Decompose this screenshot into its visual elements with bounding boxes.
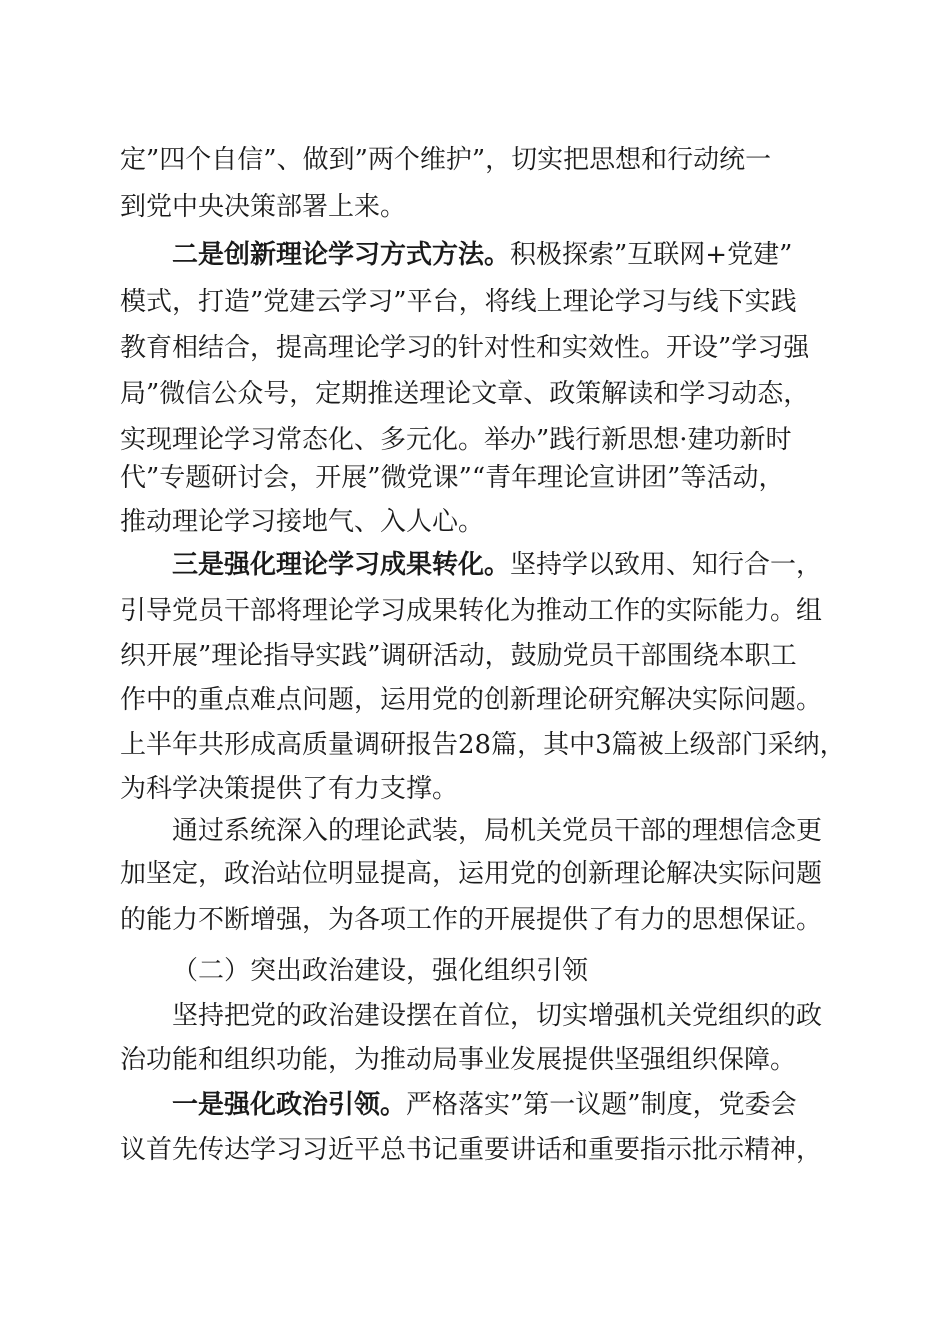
text-line: 实现理论学习常态化、多元化。举办”践行新思想·建功新时 [120,425,792,455]
text-line: 代”专题研讨会，开展”微党课”“青年理论宣讲团”等活动， [120,463,785,493]
text-line: 上半年共形成高质量调研报告28篇，其中3篇被上级部门采纳， [120,730,846,760]
lead-phrase: 二是创新理论学习方式方法。 [172,240,511,270]
lead-phrase: 三是强化理论学习成果转化。 [172,550,511,580]
paragraph-line [172,239,792,271]
text-line: 到党中央决策部署上来。 [120,192,407,222]
text-span: 积极探索”互联网+党建” [510,240,793,270]
lead-phrase: 一是强化政治引领。 [172,1090,407,1120]
text-line: 定”四个自信”、做到”两个维护”，切实把思想和行动统一 [120,145,772,175]
text-line: 推动理论学习接地气、入人心。 [120,507,485,537]
text-line: 模式，打造”党建云学习”平台，将线上理论学习与线下实践 [120,287,797,317]
text-span: 严格落实”第一议题”制度，党委会 [406,1090,797,1120]
text-line: 加坚定，政治站位明显提高，运用党的创新理论解决实际问题 [120,859,823,889]
text-line: 织开展”理论指导实践”调研活动，鼓励党员干部围绕本职工 [120,641,797,671]
text-line: 为科学决策提供了有力支撑。 [120,774,459,804]
paragraph-line [172,549,822,581]
text-line: 作中的重点难点问题，运用党的创新理论研究解决实际问题。 [120,685,823,715]
text-line: 议首先传达学习习近平总书记重要讲话和重要指示批示精神， [120,1135,823,1165]
text-line: 治功能和组织功能，为推动局事业发展提供坚强组织保障。 [120,1045,797,1075]
paragraph-line [172,1089,797,1121]
text-line: 坚持把党的政治建设摆在首位，切实增强机关党组织的政 [172,1001,823,1031]
section-heading: （二）突出政治建设，强化组织引领 [172,956,589,986]
text-line: 的能力不断增强，为各项工作的开展提供了有力的思想保证。 [120,905,823,935]
text-span: 坚持学以致用、知行合一， [510,550,823,580]
text-line: 引导党员干部将理论学习成果转化为推动工作的实际能力。组 [120,596,823,626]
text-line: 通过系统深入的理论武装，局机关党员干部的理想信念更 [172,816,823,846]
text-line: 教育相结合，提高理论学习的针对性和实效性。开设”学习强 [120,333,810,363]
text-line: 局”微信公众号，定期推送理论文章、政策解读和学习动态， [120,379,810,409]
